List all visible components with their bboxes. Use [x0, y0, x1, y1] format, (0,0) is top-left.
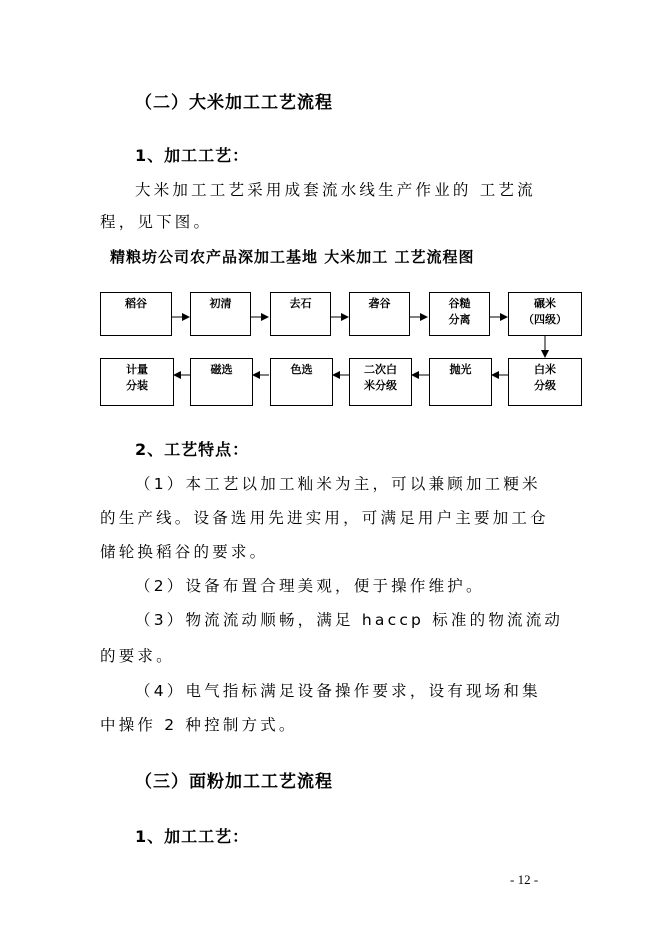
flow-step-label: （四级）: [523, 313, 567, 326]
flow-step-destoning: [270, 292, 331, 336]
process-text-line2: 程，见下图。: [100, 213, 213, 231]
page-number: - 12 -: [510, 872, 539, 887]
feature3-line2: 的要求。: [100, 647, 175, 665]
flow-step-label: 白米: [534, 363, 556, 376]
flow-step-label: 初清: [209, 297, 232, 310]
flow-step-label: 分级: [534, 379, 556, 392]
flow-step-whitening: [508, 292, 582, 336]
process-text-line1: 大米加工工艺采用成套流水线生产作业的 工艺流: [135, 181, 536, 199]
feature4-line2: 中操作 2 种控制方式。: [100, 716, 298, 734]
feature3-line1: （3）物流流动顺畅，满足 haccp 标准的物流流动: [135, 611, 564, 629]
feature2: （2）设备布置合理美观，便于操作维护。: [135, 577, 485, 595]
flow-step-label: 谷糙: [448, 297, 471, 310]
feature4-line1: （4）电气指标满足设备操作要求，设有现场和集: [135, 682, 541, 700]
flow-step-label: 去石: [289, 297, 312, 310]
flow-step-label: 磁选: [210, 363, 233, 376]
feature1-line2: 的生产线。设备选用先进实用，可满足用户主要加工仓: [100, 509, 549, 527]
flow-step-label: 分装: [126, 379, 148, 392]
flow-step-label: 二次白: [364, 363, 397, 376]
flow-step-label: 米分级: [364, 379, 397, 392]
flow-step-weighing-packing: [100, 358, 174, 406]
flow-step-label: 分离: [448, 313, 471, 326]
flour-section-heading: （三）面粉加工工艺流程: [135, 772, 333, 792]
flow-step-label: 计量: [126, 363, 148, 376]
flow-step-husking: [349, 292, 410, 336]
flow-step-label: 砻谷: [368, 297, 391, 310]
flow-step-paddy: [100, 292, 172, 336]
flow-step-color-sorting: [270, 358, 333, 406]
flow-step-precleaning: [190, 292, 251, 336]
features-heading: 2、工艺特点：: [135, 440, 250, 459]
flow-step-white-rice-grading: [508, 358, 582, 406]
flow-step-label: 色选: [290, 363, 313, 376]
process-heading: 1、加工工艺：: [135, 146, 250, 165]
flour-process-heading: 1、加工工艺：: [135, 827, 250, 846]
flow-step-label: 抛光: [449, 363, 472, 376]
flowchart-title: 精粮坊公司农产品深加工基地 大米加工 工艺流程图: [110, 248, 475, 266]
flow-step-secondary-grading: [349, 358, 412, 406]
flow-step-paddy-separation: [429, 292, 490, 336]
flow-step-label: 稻谷: [125, 297, 147, 310]
flow-step-magnetic-separation: [190, 358, 253, 406]
rice-section-heading: （二）大米加工工艺流程: [135, 93, 333, 113]
flow-step-label: 碾米: [534, 297, 556, 310]
feature1-line3: 储轮换稻谷的要求。: [100, 543, 269, 561]
flow-step-polishing: [429, 358, 492, 406]
feature1-line1: （1）本工艺以加工籼米为主，可以兼顾加工粳米: [135, 475, 541, 493]
